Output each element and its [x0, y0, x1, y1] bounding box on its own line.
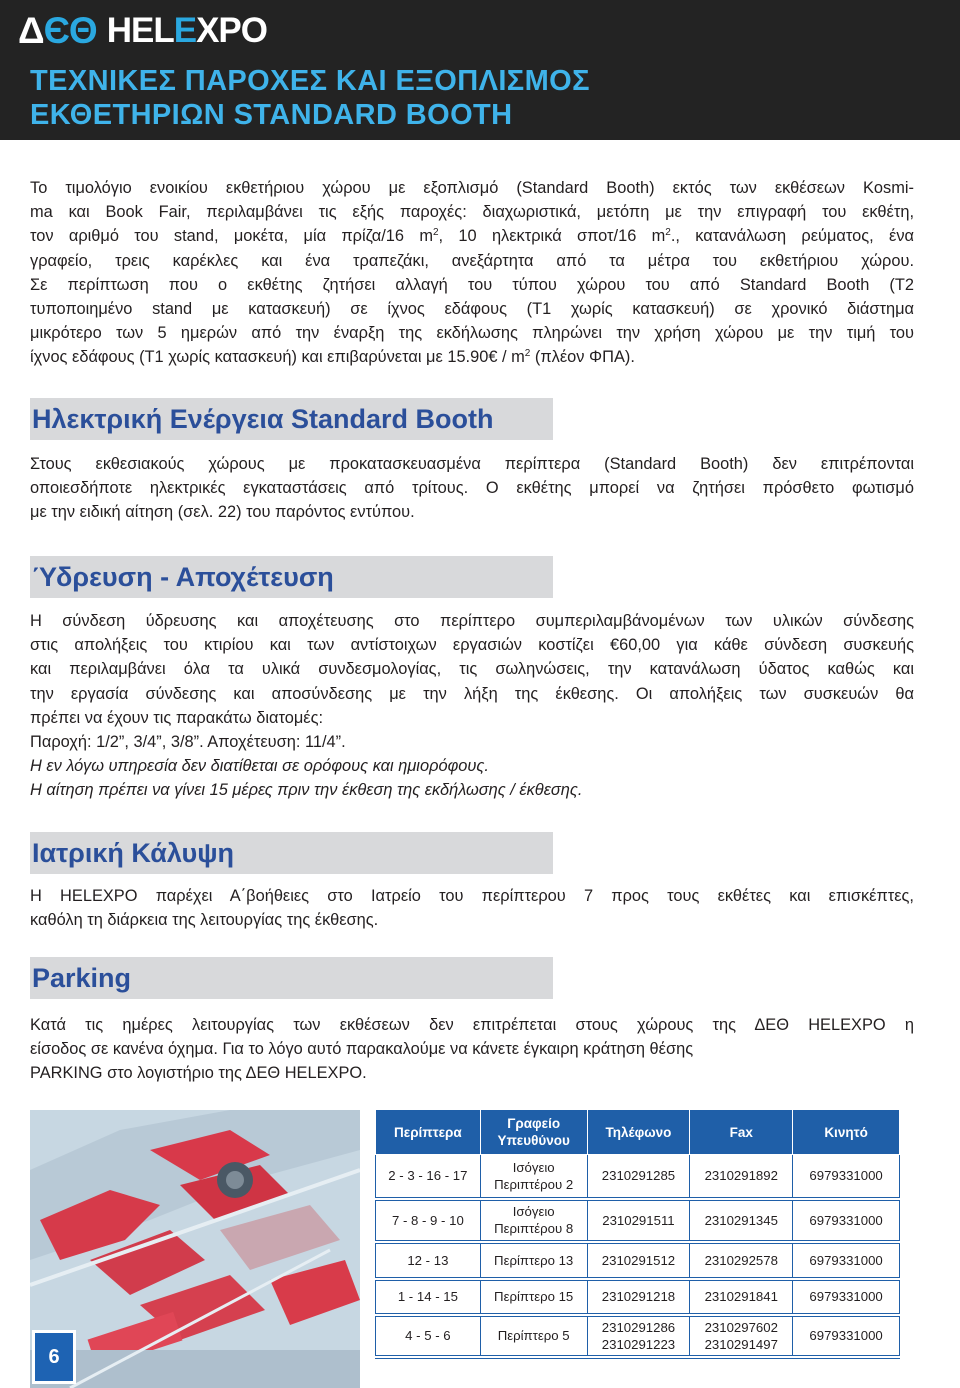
fax-cell: 2310292578 [690, 1242, 793, 1279]
contacts-table [375, 1109, 900, 1359]
mobile-cell: 6979331000 [793, 1199, 900, 1242]
deth-helexpo-logo [18, 10, 267, 52]
table-row [376, 1155, 900, 1199]
table-row [376, 1315, 900, 1357]
column-header-office: Γραφείο Υπευθύνου [480, 1110, 587, 1155]
office-cell: Ισόγειο Περιπτέρου 2 [480, 1155, 587, 1199]
office-cell: Περίπτερο 5 [480, 1315, 587, 1357]
phone-cell: 2310291286 2310291223 [587, 1315, 690, 1357]
section-heading-medical: Ιατρική Κάλυψη [30, 832, 553, 874]
pavilions-cell: 2 - 3 - 16 - 17 [376, 1155, 481, 1199]
intro-paragraph: Το τιμολόγιο ενοικίου εκθετήριου χώρου με εξοπλισμό (Standard Booth) εκτός των εκθέσεων Kosmi- ma και Book Fair, περιλαμβάνει τις εξής παροχές: διαχωριστικά, μετόπη με την επιγραφή του εκθέτη, τον αριθμό του stand, μοκέτα, μία πρίζα/16 $m^2$, 10 ηλεκτρικά σποτ/16 $m^2$., κατανάλωση ρεύματος, ένα γραφείο, τρεις καρέκλες και ένα τραπεζάκι, ανεξάρτητα από τα μέτρα του εκθετήριου χώρου. Σε περίπτωση που ο εκθέτης ζητήσει αλλαγή του τύπου χώρου του από Standard Booth (T2 τυποποιημένο stand με κατασκευή) σε ίχνος εδάφους (Τ1 χωρίς κατασκευή) σε χρονικό διάστημα μικρότερο των 5 ημερών από την έναρξη της εκδήλωσης πληρώνει την χρήση χώρου με την τιμή του ίχνος εδάφους (Τ1 χωρίς κατασκευή) και επιβαρύνεται με 15.90€ / $m^2$ (πλέον ΦΠΑ). [30, 179, 914, 367]
electric-paragraph: Στους εκθεσιακούς χώρους με προκατασκευασμένα περίπτερα (Standard Booth) δεν επιτρέπονται οποιεσδήποτε ηλεκτρικές εγκαταστάσεις από τρίτους. Ο εκθέτης μπορεί να ζητήσει πρόσθετο φωτισμό με την ειδική αίτηση (σελ. 22) του παρόντος εντύπου. [30, 455, 914, 522]
venue-map-image [30, 1110, 360, 1388]
mobile-cell: 6979331000 [793, 1155, 900, 1199]
phone-cell: 2310291218 [587, 1279, 690, 1315]
office-cell: Περίπτερο 13 [480, 1242, 587, 1279]
pavilions-cell: 1 - 14 - 15 [376, 1279, 481, 1315]
table-row [376, 1279, 900, 1315]
fax-cell: 2310291345 [690, 1199, 793, 1242]
office-cell: Ισόγειο Περιπτέρου 8 [480, 1199, 587, 1242]
title-line: ΕΚΘΕΤΗΡΙΩΝ STANDARD BOOTH [30, 99, 513, 131]
phone-cell: 2310291511 [587, 1199, 690, 1242]
column-header-mobile: Κινητό [793, 1110, 900, 1155]
parking-paragraph: Κατά τις ημέρες λειτουργίας των εκθέσεων δεν επιτρέπεται στους χώρους της ΔΕΘ HELEXPO η είσοδος σε κανένα όχημα. Για το λόγο αυτό παρακαλούμε να κάνετε έγκαιρη κράτηση θέσης PARKING στο λογιστήριο της ΔΕΘ HELEXPO. [30, 1016, 914, 1083]
venue-map-illustration [30, 1110, 360, 1388]
medical-paragraph: Η HELEXPO παρέχει Α΄βοήθειες στο Ιατρείο του περίπτερου 7 προς τους εκθέτες και επισκέπτες, καθόλη τη διάρκεια της λειτουργίας της έκθεσης. [30, 887, 914, 930]
fax-cell: 2310291892 [690, 1155, 793, 1199]
fax-cell: 2310291841 [690, 1279, 793, 1315]
table-row [376, 1199, 900, 1242]
section-heading-electric: Ηλεκτρική Ενέργεια Standard Booth [30, 398, 553, 440]
document-title [30, 64, 590, 132]
pavilions-cell: 7 - 8 - 9 - 10 [376, 1199, 481, 1242]
mobile-cell: 6979331000 [793, 1279, 900, 1315]
page-header [0, 0, 960, 140]
mobile-cell: 6979331000 [793, 1315, 900, 1357]
table-header-row [376, 1110, 900, 1155]
section-heading-parking: Parking [30, 957, 553, 999]
title-line: ΤΕΧΝΙΚΕΣ ΠΑΡΟΧΕΣ ΚΑΙ ΕΞΟΠΛΙΣΜΟΣ [30, 65, 590, 97]
table-row [376, 1242, 900, 1279]
column-header-pavilions: Περίπτερα [376, 1110, 481, 1155]
section-heading-water: Ύδρευση - Αποχέτευση [30, 556, 553, 598]
water-paragraph: Η σύνδεση ύδρευσης και αποχέτευσης στο περίπτερο συμπεριλαμβάνομένων των υλικών σύνδεσης στις απολήξεις του κτιρίου και των αντίστοιχων εργασιών κοστίζει €60,00 για κάθε σύνδεση συσκευής και περιλαμβάνει όλα τα υλικά συνδεσμολογίας, τις σωληνώσεις, την κατανάλωση ύδατος καθώς και την εργασία σύνδεσης και αποσύνδεσης με την λήξη της έκθεσης. Οι απολήξεις των συσκευών θα πρέπει να έχουν τις παρακάτω διατομές: Παροχή: 1/2”, 3/4”, 3/8”. Αποχέτευση: 11/4”. Η εν λόγω υπηρεσία δεν διατίθεται σε ορόφους και ημιορόφους. Η αίτηση πρέπει να γίνει 15 μέρες πριν την έκθεση της εκδήλωσης / έκθεσης. [30, 612, 914, 800]
deth-logo: ΔЄΘ [18, 10, 97, 51]
column-header-phone: Τηλέφωνο [587, 1110, 690, 1155]
fax-cell: 2310297602 2310291497 [690, 1315, 793, 1357]
column-header-fax: Fax [690, 1110, 793, 1155]
phone-cell: 2310291285 [587, 1155, 690, 1199]
mobile-cell: 6979331000 [793, 1242, 900, 1279]
office-cell: Περίπτερο 15 [480, 1279, 587, 1315]
pavilions-cell: 12 - 13 [376, 1242, 481, 1279]
pavilions-cell: 4 - 5 - 6 [376, 1315, 481, 1357]
phone-cell: 2310291512 [587, 1242, 690, 1279]
helexpo-logo: HELEXPO [106, 11, 267, 50]
page-number-badge: 6 [32, 1330, 76, 1384]
